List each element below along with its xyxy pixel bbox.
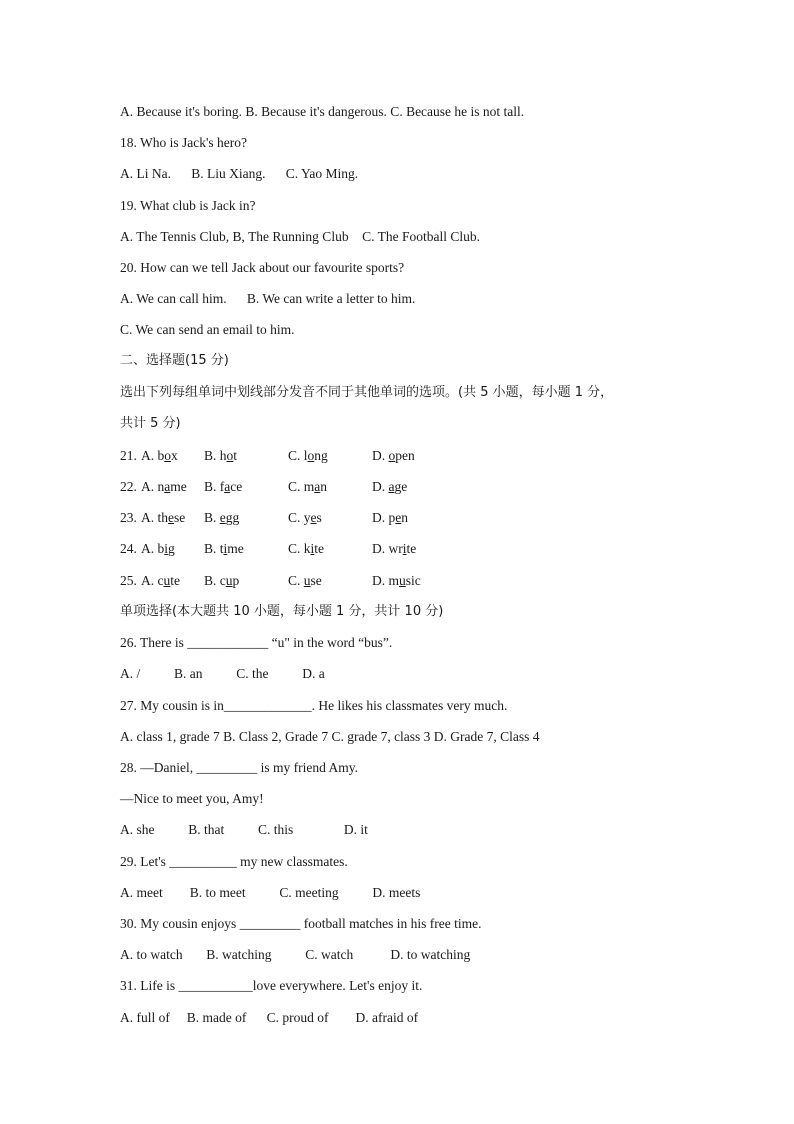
q19-options: A. The Tennis Club, B, The Running Club C. The Football Club. — [120, 229, 480, 244]
q30-options: A. to watch B. watching C. watch D. to watching — [120, 947, 471, 962]
phonics-option: D. age — [372, 479, 408, 494]
underlined-letter: e — [219, 510, 226, 525]
phonics-option: C. use — [288, 573, 322, 588]
question-number: 21. — [120, 448, 137, 463]
phonics-option: B. cup — [204, 573, 240, 588]
q20-question: 20. How can we tell Jack about our favourite sports? — [120, 260, 405, 275]
underlined-letter: o — [164, 448, 171, 463]
underlined-letter: a — [164, 479, 171, 494]
underlined-letter: i — [164, 541, 169, 556]
underlined-letter: e — [310, 510, 317, 525]
q20-options-ab: A. We can call him. B. We can write a letter to him. — [120, 291, 416, 306]
q28-question: 28. —Daniel, _________ is my friend Amy. — [120, 760, 358, 775]
underlined-letter: o — [307, 448, 315, 463]
phonics-option: D. write — [372, 541, 417, 556]
phonics-option: C. yes — [288, 510, 322, 525]
underlined-letter: a — [388, 479, 395, 494]
phonics-instructions-cont: 共计 5 分) — [120, 416, 181, 431]
section-heading: 二、选择题(15 分) — [120, 353, 229, 368]
q26-options: A. / B. an C. the D. a — [120, 666, 325, 681]
underlined-letter: u — [303, 573, 311, 588]
underlined-letter: i — [223, 541, 228, 556]
phonics-option: A. name — [141, 479, 187, 494]
question-number: 24. — [120, 541, 137, 556]
q30-question: 30. My cousin enjoys _________ football matches in his free time. — [120, 916, 482, 931]
phonics-option: B. face — [204, 479, 243, 494]
q29-options: A. meet B. to meet C. meeting D. meets — [120, 885, 421, 900]
phonics-option: C. kite — [288, 541, 325, 556]
q31-question: 31. Life is ___________love everywhere. Let's enjoy it. — [120, 978, 423, 993]
phonics-option: D. music — [372, 573, 421, 588]
underlined-letter: o — [226, 448, 234, 463]
underlined-letter: u — [225, 573, 233, 588]
phonics-option: A. box — [141, 448, 178, 463]
q28-reply: —Nice to meet you, Amy! — [120, 791, 264, 806]
question-number: 23. — [120, 510, 137, 525]
q18-options: A. Li Na. B. Liu Xiang. C. Yao Ming. — [120, 166, 359, 181]
q19-question: 19. What club is Jack in? — [120, 198, 256, 213]
q28-options: A. she B. that C. this D. it — [120, 822, 368, 837]
phonics-option: A. cute — [141, 573, 180, 588]
phonics-option: A. big — [141, 541, 175, 556]
q27-options: A. class 1, grade 7 B. Class 2, Grade 7 C. grade 7, class 3 D. Grade 7, Class 4 — [120, 729, 540, 744]
phonics-option: D. open — [372, 448, 415, 463]
q17-options: A. Because it's boring. B. Because it's dangerous. C. Because he is not tall. — [120, 104, 525, 119]
underlined-letter: a — [314, 479, 321, 494]
question-number: 22. — [120, 479, 137, 494]
underlined-letter: o — [388, 448, 396, 463]
single-choice-heading: 单项选择(本大题共 10 小题，每小题 1 分，共计 10 分) — [120, 604, 444, 619]
q31-options: A. full of B. made of C. proud of D. afraid of — [120, 1010, 419, 1025]
underlined-letter: a — [224, 479, 231, 494]
phonics-option: C. long — [288, 448, 328, 463]
phonics-option: B. time — [204, 541, 244, 556]
q18-question: 18. Who is Jack's hero? — [120, 135, 248, 150]
q20-option-c: C. We can send an email to him. — [120, 322, 295, 337]
underlined-letter: u — [399, 573, 406, 588]
q29-question: 29. Let's __________ my new classmates. — [120, 854, 348, 869]
question-number: 25. — [120, 573, 137, 588]
phonics-option: B. hot — [204, 448, 238, 463]
phonics-option: C. man — [288, 479, 328, 494]
phonics-option: B. egg — [204, 510, 240, 525]
underlined-letter: i — [402, 541, 407, 556]
q27-question: 27. My cousin is in_____________. He likes his classmates very much. — [120, 698, 508, 713]
phonics-instructions: 选出下列每组单词中划线部分发音不同于其他单词的选项。(共 5 小题，每小题 1 分， — [120, 385, 614, 400]
underlined-letter: e — [168, 510, 174, 525]
q26-question: 26. There is ____________ “u" in the word “bus”. — [120, 635, 393, 650]
phonics-option: D. pen — [372, 510, 408, 525]
underlined-letter: u — [163, 573, 171, 588]
phonics-option: A. these — [141, 510, 186, 525]
underlined-letter: i — [310, 541, 315, 556]
underlined-letter: e — [395, 510, 402, 525]
